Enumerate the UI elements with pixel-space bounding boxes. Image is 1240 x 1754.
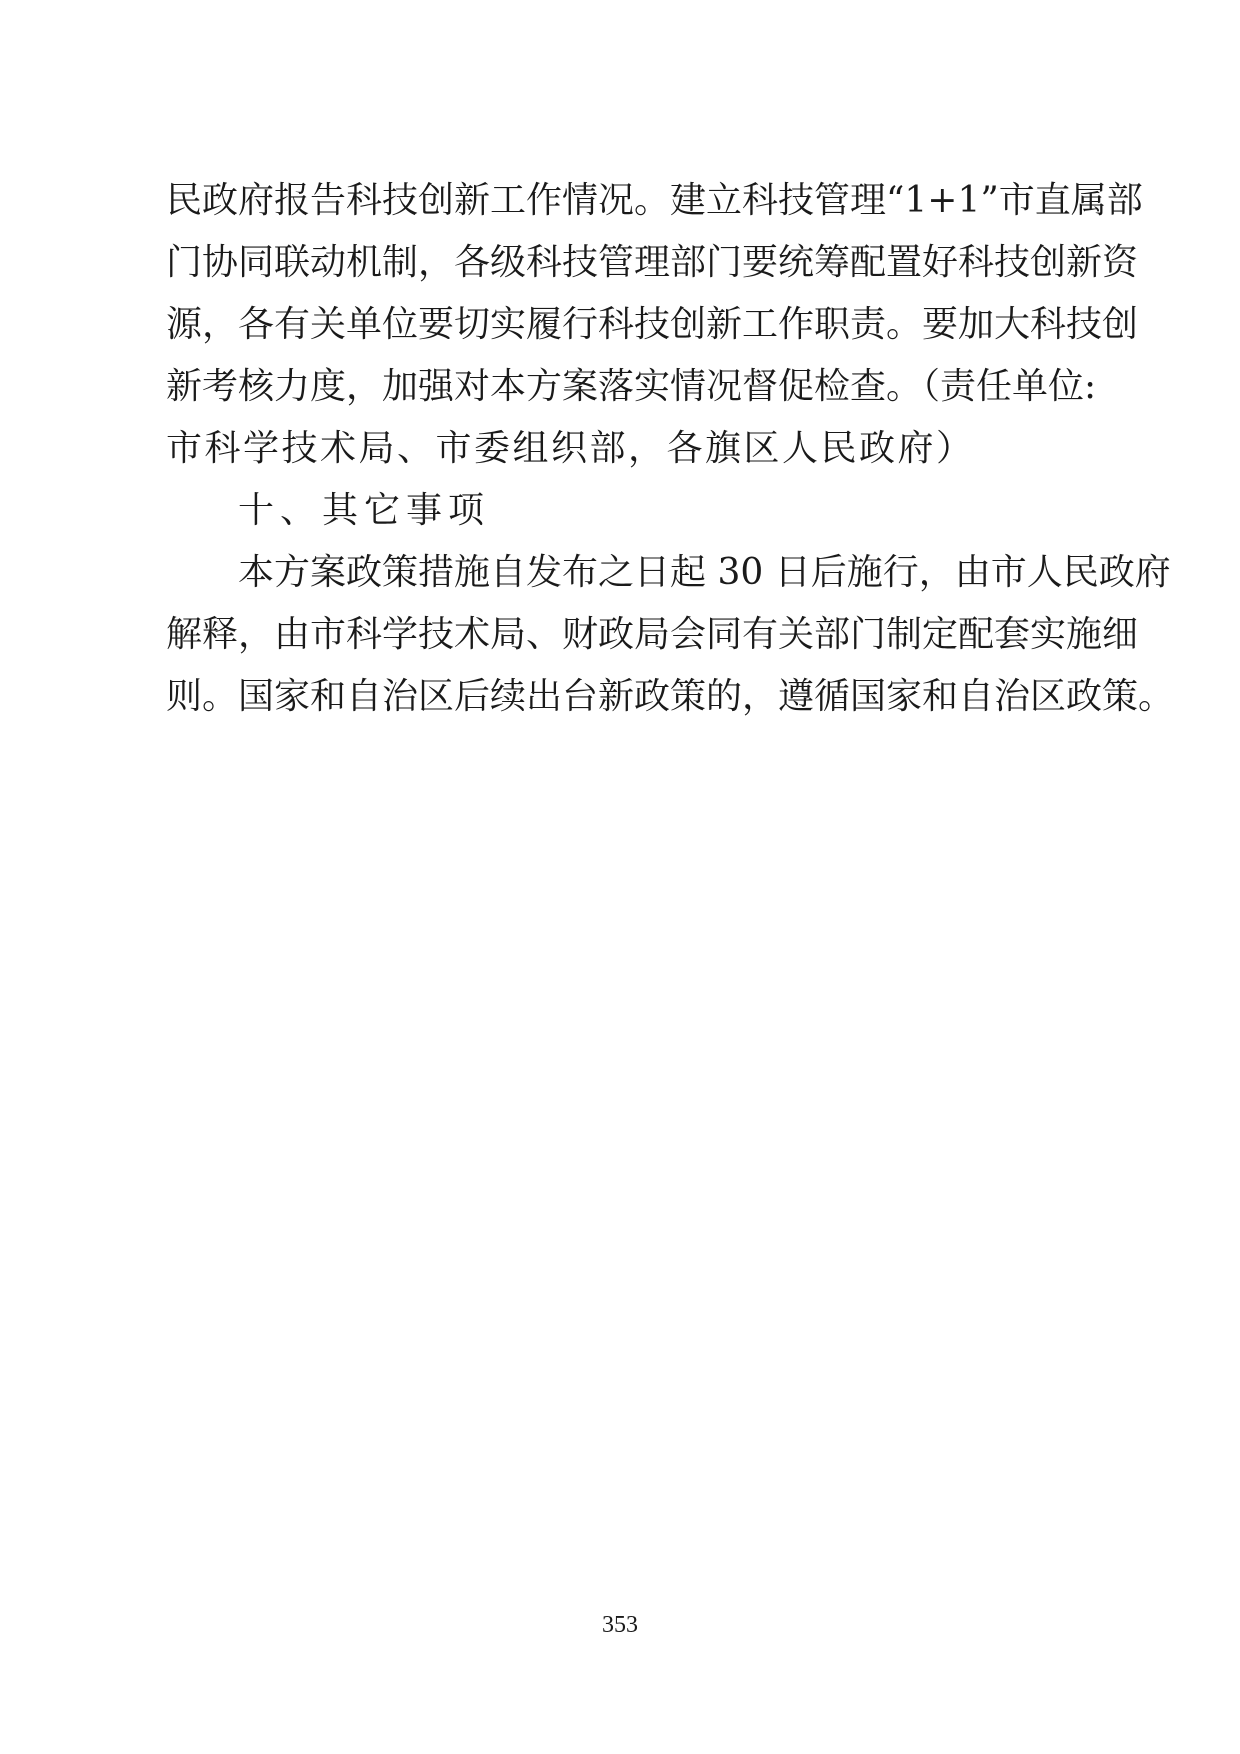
section-heading: 十、其它事项 [238,490,491,531]
text-line: 解释，由市科学技术局、财政局会同有关部门制定配套实施细 [166,614,1139,655]
text-line: 则。国家和自治区后续出台新政策的，遵循国家和自治区政策。 [166,676,1175,717]
text-line: 门协同联动机制，各级科技管理部门要统筹配置好科技创新资 [166,242,1139,283]
text-line: 新考核力度，加强对本方案落实情况督促检查。（责任单位: [166,366,1097,407]
text-line: 源，各有关单位要切实履行科技创新工作职责。要加大科技创 [166,304,1139,345]
paragraph-responsibility [166,170,1143,480]
text-line: 民政府报告科技创新工作情况。建立科技管理“1+1”市直属部 [166,180,1143,221]
paragraph-other-matters [166,542,1175,728]
text-line: 本方案政策措施自发布之日起 30 日后施行，由市人民政府 [238,552,1171,593]
text-line: 市科学技术局、市委组织部，各旗区人民政府） [166,428,975,469]
page-number: 353 [602,1612,638,1638]
body-text [166,170,1175,728]
